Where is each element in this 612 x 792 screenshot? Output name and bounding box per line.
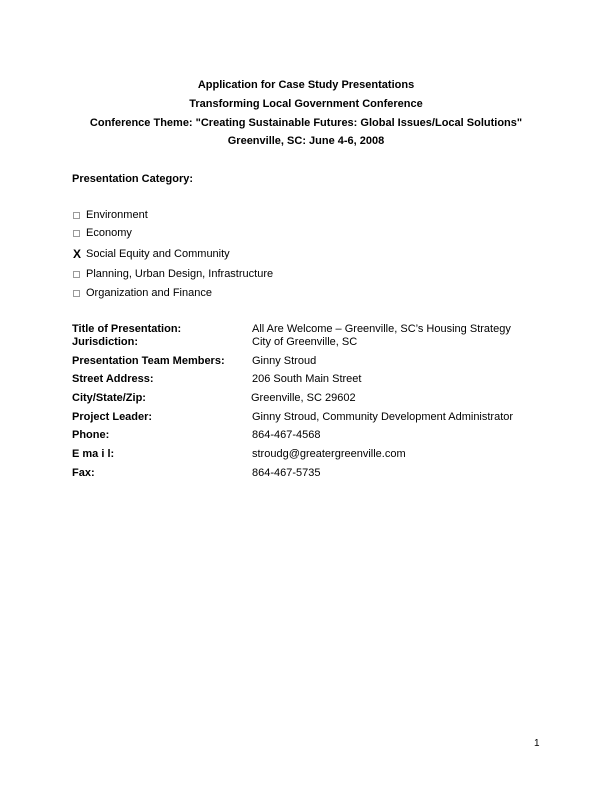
category-item-environment[interactable] xyxy=(72,208,148,222)
field-label-title: Title of Presentation: xyxy=(72,323,182,335)
field-label-fax: Fax: xyxy=(72,467,95,479)
field-value-title: All Are Welcome – Greenville, SC’s Housing Strategy xyxy=(252,323,511,335)
header-title: Application for Case Study Presentations xyxy=(197,79,415,91)
page-number: 1 xyxy=(534,738,540,749)
field-label-jurisdiction: Jurisdiction: xyxy=(72,336,139,348)
field-value-project-leader: Ginny Stroud, Community Development Administrator xyxy=(252,411,514,423)
category-label: Organization and Finance xyxy=(86,286,212,299)
field-value-street-address: 206 South Main Street xyxy=(252,373,362,385)
field-value-fax: 864-467-5735 xyxy=(252,467,321,479)
category-label: Environment xyxy=(86,208,148,221)
checkbox-unchecked-icon[interactable] xyxy=(73,212,80,219)
checkbox-x-mark-icon[interactable]: X xyxy=(72,247,81,261)
header-location-date: Greenville, SC: June 4-6, 2008 xyxy=(227,135,385,147)
header-conference-theme: Conference Theme: "Creating Sustainable Futures: Global Issues/Local Solutions" xyxy=(89,117,523,129)
header-conference-name: Transforming Local Government Conference xyxy=(189,98,423,110)
field-label-email: E ma i l: xyxy=(72,448,115,460)
field-label-city-state-zip: City/State/Zip: xyxy=(72,392,146,404)
field-label-project-leader: Project Leader: xyxy=(72,411,153,423)
field-label-phone: Phone: xyxy=(72,429,110,441)
category-item-planning[interactable] xyxy=(72,267,273,281)
field-value-city-state-zip: Greenville, SC 29602 xyxy=(251,392,356,404)
field-value-jurisdiction: City of Greenville, SC xyxy=(252,336,358,348)
field-label-team-members: Presentation Team Members: xyxy=(72,355,225,367)
category-label: Planning, Urban Design, Infrastructure xyxy=(86,267,274,280)
category-item-economy[interactable] xyxy=(72,226,132,240)
field-value-team-members: Ginny Stroud xyxy=(252,355,317,367)
checkbox-unchecked-icon[interactable] xyxy=(73,271,80,278)
field-label-street-address: Street Address: xyxy=(72,373,154,385)
checkbox-unchecked-icon[interactable] xyxy=(73,290,80,297)
category-label: Social Equity and Community xyxy=(86,247,230,260)
field-value-phone: 864-467-4568 xyxy=(252,429,321,441)
category-item-organization-finance[interactable] xyxy=(72,286,212,300)
presentation-category-heading: Presentation Category: xyxy=(72,173,194,185)
checkbox-unchecked-icon[interactable] xyxy=(73,230,80,237)
category-item-social-equity[interactable] xyxy=(72,247,230,261)
category-label: Economy xyxy=(86,226,132,239)
field-value-email[interactable]: stroudg@greatergreenville.com xyxy=(252,448,406,460)
